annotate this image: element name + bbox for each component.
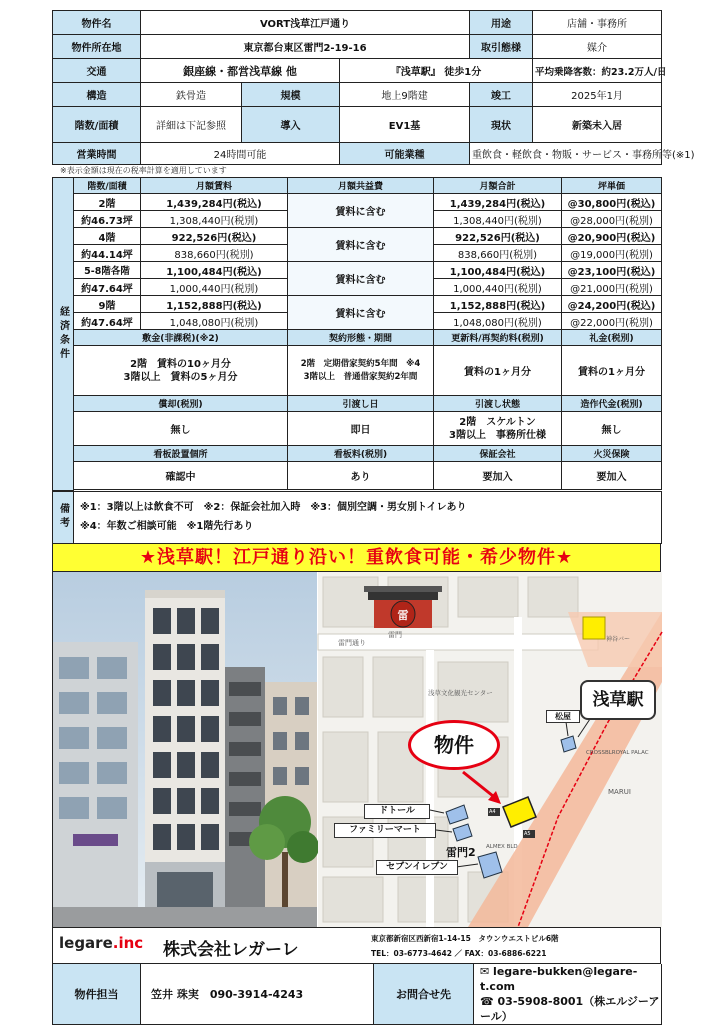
contact-table [52, 964, 662, 1025]
structure-value: 鉄骨造 [141, 83, 242, 107]
install-value: EV1基 [340, 107, 470, 143]
total-ex-4: 838,660円(税別) [434, 245, 562, 262]
built-value: 2025年1月 [533, 83, 662, 107]
area-4: 約44.14坪 [74, 245, 141, 262]
col-floor-area: 階数/面積 [74, 178, 141, 194]
rent-ex-9: 1,048,080円(税別) [141, 313, 288, 330]
deposit-header: 敷金(非課税)(※2) [74, 330, 288, 346]
floor-area-label: 階数/面積 [53, 107, 141, 143]
kaminarimon-gate-icon [364, 586, 442, 628]
contact-details [474, 964, 662, 1025]
map-label-kaminarimon: 雷門 [388, 630, 402, 639]
property-sheet [52, 10, 695, 1025]
floor-4: 4階 [74, 228, 141, 245]
tsubo-ex-2: @28,000円(税別) [562, 211, 662, 228]
tsubo-ex-9: @22,000円(税別) [562, 313, 662, 330]
fixtures-header: 造作代金(税別) [562, 396, 662, 412]
rent-ex-5-8: 1,000,440円(税別) [141, 279, 288, 296]
company-footer [52, 928, 661, 964]
area-9: 約47.64坪 [74, 313, 141, 330]
building-photo [53, 572, 317, 927]
handover-state-line-1: 2階 スケルトン [459, 416, 536, 428]
structure-label: 構造 [53, 83, 141, 107]
total-tax-4: 922,526円(税込) [434, 228, 562, 245]
floor-9: 9階 [74, 296, 141, 313]
map-label-crossing: CROSSBLROYAL PALAC [586, 749, 649, 756]
handover-date-value: 即日 [288, 412, 434, 446]
headline-banner: ★浅草駅！江戸通り沿い！重飲食可能・希少物件★ [52, 544, 661, 572]
map-label-street: 雷門通り [338, 638, 366, 647]
rent-ex-4: 838,660円(税別) [141, 245, 288, 262]
contact-phone[interactable]: ☎ 03-5908-8001（株エルジーアール） [480, 994, 660, 1023]
scale-value: 地上9階建 [340, 83, 470, 107]
deposit-line-1: 2階 賃料の10ヶ月分 [130, 358, 231, 370]
staff-label: 物件担当 [53, 964, 141, 1025]
col-monthly-rent: 月額賃料 [141, 178, 288, 194]
amortization-value: 無し [74, 412, 288, 446]
remarks-label: 備考 [53, 491, 74, 543]
fire-insurance-header: 火災保険 [562, 446, 662, 462]
photo-area [52, 572, 661, 928]
tsubo-ex-5-8: @21,000円(税別) [562, 279, 662, 296]
transport-station: 『浅草駅』 徒歩1分 [340, 59, 533, 83]
staff-contact[interactable]: 笠井 珠実 090-3914-4243 [141, 964, 374, 1025]
area-map [318, 572, 662, 927]
deposit-line-2: 3階以上 賃料の5ヶ月分 [123, 371, 238, 383]
deal-value: 媒介 [533, 35, 662, 59]
map-label-a4: A4 [489, 808, 496, 815]
map-label-tourist-center: 浅草文化観光センター [428, 688, 493, 697]
map-label-kamiya: 神谷バー [606, 635, 631, 643]
shop-matsuya: 松屋 [546, 710, 580, 723]
use-value: 店舗・事務所 [533, 11, 662, 35]
tax-note: ※表示金額は現在の税率計算を適用しています [60, 166, 227, 175]
fire-insurance-value: 要加入 [562, 462, 662, 490]
sign-fee-value: あり [288, 462, 434, 490]
contract-line-1: 2階 定期借家契約5年間 ※4 [300, 358, 421, 369]
rent-tax-2: 1,439,284円(税込) [141, 194, 288, 211]
remarks-text [74, 491, 662, 543]
contact-label: お問合せ先 [374, 964, 474, 1025]
area-5-8: 約47.64坪 [74, 279, 141, 296]
hours-label: 営業時間 [53, 143, 141, 165]
remarks-table [52, 491, 662, 544]
col-tsubo-price: 坪単価 [562, 178, 662, 194]
area-2: 約46.73坪 [74, 211, 141, 228]
fixtures-value: 無し [562, 412, 662, 446]
economics-table [52, 177, 662, 491]
built-label: 竣工 [470, 83, 533, 107]
map-label-almex: ALMEX BLD [486, 843, 518, 850]
handover-date-header: 引渡し日 [288, 396, 434, 412]
building-illustration [53, 572, 317, 927]
common-9: 賃料に含む [288, 296, 434, 330]
remarks-line-1: ※1：3階以上は飲食不可 ※2：保証会社加入時 ※3：個別空調・男女別トイレあり [80, 502, 467, 513]
key-money-value: 賃料の1ヶ月分 [562, 346, 662, 396]
common-4: 賃料に含む [288, 228, 434, 262]
company-name: 株式会社レガーレ [163, 939, 299, 960]
property-callout: 物件 [408, 720, 500, 770]
business-value: 重飲食・軽飲食・物販・サービス・事務所等(※1) [470, 143, 662, 165]
handover-state-value [434, 412, 562, 446]
handover-state-header: 引渡し状態 [434, 396, 562, 412]
total-tax-5-8: 1,100,484円(税込) [434, 262, 562, 279]
map-label-kaminarimon2: 雷門2 [446, 845, 476, 859]
map-label-a5: A5 [524, 830, 531, 837]
renewal-value: 賃料の1ヶ月分 [434, 346, 562, 396]
total-tax-2: 1,439,284円(税込) [434, 194, 562, 211]
contract-header: 契約形態・期間 [288, 330, 434, 346]
floor-2: 2階 [74, 194, 141, 211]
remarks-line-2: ※4：年数ご相談可能 ※1階先行あり [80, 521, 254, 532]
company-logo [59, 934, 143, 952]
transport-label: 交通 [53, 59, 141, 83]
map-label-marui: MARUI [608, 787, 631, 796]
rent-tax-4: 922,526円(税込) [141, 228, 288, 245]
floor-5-8: 5-8階各階 [74, 262, 141, 279]
transport-line: 銀座線・都営浅草線 他 [141, 59, 340, 83]
address-value: 東京都台東区雷門2-19-16 [141, 35, 470, 59]
status-label: 現状 [470, 107, 533, 143]
property-name: VORT浅草江戸通り [141, 11, 470, 35]
sign-location-header: 看板設置個所 [74, 446, 288, 462]
col-monthly-total: 月額合計 [434, 178, 562, 194]
install-label: 導入 [242, 107, 340, 143]
company-address: 東京都新宿区西新宿1-14-15 タウンウエストビル6階 [371, 933, 559, 943]
shop-familymart: ファミリーマート [334, 823, 436, 838]
contract-value [288, 346, 434, 396]
handover-state-line-2: 3階以上 事務所仕様 [449, 429, 546, 441]
overview-table [52, 10, 695, 165]
contact-email[interactable]: ✉ legare-bukken@legare-t.com [480, 964, 638, 993]
shop-seven-eleven: セブンイレブン [376, 860, 458, 875]
rent-ex-2: 1,308,440円(税別) [141, 211, 288, 228]
deal-label: 取引態様 [470, 35, 533, 59]
common-2: 賃料に含む [288, 194, 434, 228]
tsubo-tax-5-8: @23,100円(税込) [562, 262, 662, 279]
company-tel-fax: TEL：03-6773-4642 ／ FAX：03-6886-6221 [371, 948, 547, 958]
logo-main: legare [59, 933, 113, 952]
total-ex-5-8: 1,000,440円(税別) [434, 279, 562, 296]
use-label: 用途 [470, 11, 533, 35]
tsubo-tax-4: @20,900円(税込) [562, 228, 662, 245]
economics-side-label: 経済条件 [53, 178, 74, 491]
tsubo-tax-9: @24,200円(税込) [562, 296, 662, 313]
rent-tax-9: 1,152,888円(税込) [141, 296, 288, 313]
business-label: 可能業種 [340, 143, 470, 165]
total-ex-2: 1,308,440円(税別) [434, 211, 562, 228]
rent-tax-5-8: 1,100,484円(税込) [141, 262, 288, 279]
company-address-block [371, 931, 559, 961]
sign-location-value: 確認中 [74, 462, 288, 490]
contract-line-2: 3階以上 普通借家契約2年間 [303, 371, 418, 382]
guarantor-value: 要加入 [434, 462, 562, 490]
guarantor-header: 保証会社 [434, 446, 562, 462]
common-5-8: 賃料に含む [288, 262, 434, 296]
total-ex-9: 1,048,080円(税別) [434, 313, 562, 330]
tsubo-tax-2: @30,800円(税込) [562, 194, 662, 211]
deposit-value [74, 346, 288, 396]
address-label: 物件所在地 [53, 35, 141, 59]
col-common-fee: 月額共益費 [288, 178, 434, 194]
svg-text:雷: 雷 [397, 608, 409, 622]
station-callout: 浅草駅 [580, 680, 656, 720]
logo-suffix: .inc [112, 933, 144, 952]
scale-label: 規模 [242, 83, 340, 107]
amortization-header: 償却(税別) [74, 396, 288, 412]
floor-area-value: 詳細は下記参照 [141, 107, 242, 143]
shop-doutor: ドトール [364, 804, 430, 819]
key-money-header: 礼金(税別) [562, 330, 662, 346]
name-label: 物件名 [53, 11, 141, 35]
passengers-value: 平均乗降客数：約23.2万人/日 [533, 59, 662, 83]
sign-fee-header: 看板料(税別) [288, 446, 434, 462]
tsubo-ex-4: @19,000円(税別) [562, 245, 662, 262]
hours-value: 24時間可能 [141, 143, 340, 165]
total-tax-9: 1,152,888円(税込) [434, 296, 562, 313]
status-value: 新築未入居 [533, 107, 662, 143]
renewal-header: 更新料/再契約料(税別) [434, 330, 562, 346]
